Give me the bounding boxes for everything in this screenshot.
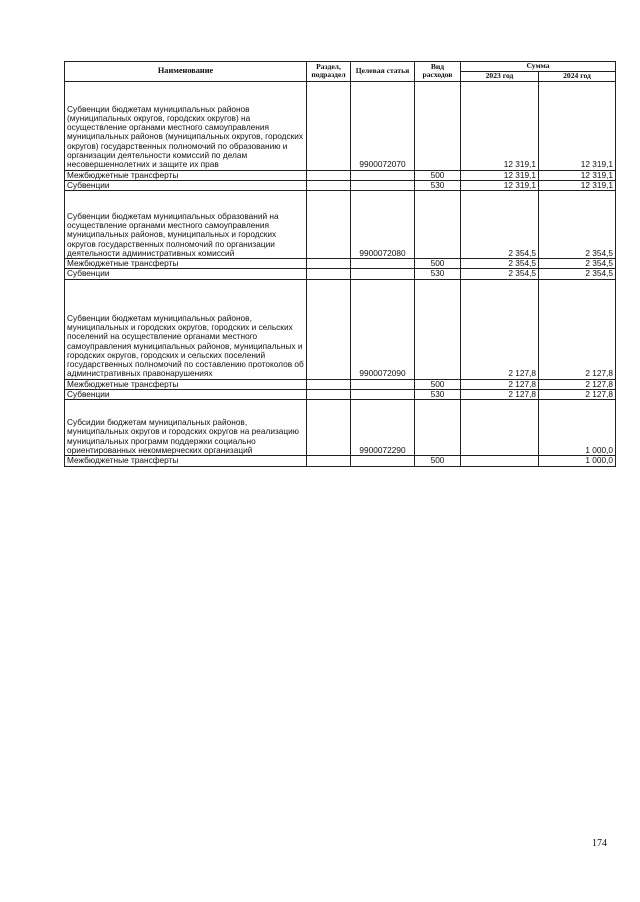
page-number: 174 bbox=[592, 838, 607, 849]
row-sum-2023: 2 127,8 bbox=[461, 379, 539, 389]
row-section bbox=[307, 259, 351, 269]
row-section bbox=[307, 191, 351, 259]
row-sum-2024: 12 319,1 bbox=[539, 170, 616, 180]
table-row bbox=[65, 269, 616, 279]
row-target bbox=[351, 379, 415, 389]
row-name: Субвенции bbox=[65, 180, 307, 190]
table-row bbox=[65, 279, 616, 379]
table-row bbox=[65, 170, 616, 180]
row-section bbox=[307, 279, 351, 379]
row-name: Субвенции bbox=[65, 390, 307, 400]
row-section bbox=[307, 379, 351, 389]
row-sum-2024: 1 000,0 bbox=[539, 456, 616, 466]
row-target: 9900072290 bbox=[351, 400, 415, 456]
row-type: 500 bbox=[415, 170, 461, 180]
row-target bbox=[351, 180, 415, 190]
row-target: 9900072080 bbox=[351, 191, 415, 259]
row-type: 500 bbox=[415, 259, 461, 269]
row-name: Межбюджетные трансферты bbox=[65, 379, 307, 389]
row-type bbox=[415, 191, 461, 259]
row-section bbox=[307, 269, 351, 279]
row-target bbox=[351, 390, 415, 400]
row-target bbox=[351, 259, 415, 269]
row-sum-2023: 2 127,8 bbox=[461, 279, 539, 379]
row-sum-2024: 2 354,5 bbox=[539, 259, 616, 269]
row-type bbox=[415, 400, 461, 456]
header-section: Раздел, подраздел bbox=[307, 62, 351, 82]
table-row bbox=[65, 191, 616, 259]
header-target: Целевая статья bbox=[351, 62, 415, 82]
row-target bbox=[351, 456, 415, 466]
row-section bbox=[307, 180, 351, 190]
row-sum-2024: 2 354,5 bbox=[539, 191, 616, 259]
table-row bbox=[65, 180, 616, 190]
budget-table bbox=[64, 61, 616, 467]
row-sum-2024: 1 000,0 bbox=[539, 400, 616, 456]
budget-table-container bbox=[64, 61, 615, 467]
row-section bbox=[307, 400, 351, 456]
row-sum-2024: 2 127,8 bbox=[539, 390, 616, 400]
row-sum-2024: 12 319,1 bbox=[539, 81, 616, 170]
row-section bbox=[307, 170, 351, 180]
row-sum-2023: 2 354,5 bbox=[461, 191, 539, 259]
table-row bbox=[65, 400, 616, 456]
table-header bbox=[65, 62, 616, 82]
row-type: 530 bbox=[415, 390, 461, 400]
table-row bbox=[65, 259, 616, 269]
row-name: Субвенции бюджетам муниципальных районов, муниципальных и городских округов, городских и сельских поселений на осуществление органами местного самоуправления муниципальных районов, муниципальных и городских округов, городских и сельских поселений государственных полномочий по составлению протоколов об административных правонарушениях bbox=[65, 279, 307, 379]
row-name: Субвенции бюджетам муниципальных районов (муниципальных округов, городских округов) на осуществление органами местного самоуправления муниципальных районов (муниципальных округов, городских округов) государственных полномочий по образованию и организации деятельности комиссий по делам несовершеннолетних и защите их прав bbox=[65, 81, 307, 170]
header-name: Наименование bbox=[65, 62, 307, 82]
row-section bbox=[307, 390, 351, 400]
header-year-2024: 2024 год bbox=[539, 71, 616, 81]
header-year-2023: 2023 год bbox=[461, 71, 539, 81]
row-type bbox=[415, 279, 461, 379]
row-sum-2023 bbox=[461, 456, 539, 466]
row-name: Субсидии бюджетам муниципальных районов, муниципальных округов и городских округов на реализацию муниципальных программ поддержки социально ориентированных некоммерческих организаций bbox=[65, 400, 307, 456]
row-section bbox=[307, 456, 351, 466]
row-type: 530 bbox=[415, 269, 461, 279]
row-sum-2024: 12 319,1 bbox=[539, 180, 616, 190]
row-sum-2023: 12 319,1 bbox=[461, 180, 539, 190]
row-sum-2023: 2 354,5 bbox=[461, 269, 539, 279]
row-sum-2023: 12 319,1 bbox=[461, 81, 539, 170]
row-sum-2024: 2 127,8 bbox=[539, 379, 616, 389]
row-sum-2024: 2 354,5 bbox=[539, 269, 616, 279]
table-row bbox=[65, 379, 616, 389]
header-sum: Сумма bbox=[461, 62, 616, 72]
header-type: Вид расходов bbox=[415, 62, 461, 82]
row-name: Межбюджетные трансферты bbox=[65, 456, 307, 466]
row-type: 500 bbox=[415, 456, 461, 466]
table-row bbox=[65, 81, 616, 170]
row-target: 9900072090 bbox=[351, 279, 415, 379]
row-sum-2023 bbox=[461, 400, 539, 456]
table-body bbox=[65, 81, 616, 466]
row-name: Межбюджетные трансферты bbox=[65, 259, 307, 269]
row-sum-2023: 2 127,8 bbox=[461, 390, 539, 400]
row-name: Субвенции бюджетам муниципальных образований на осуществление органами местного самоуправления муниципальных районов, муниципальных и городских округов государственных полномочий по организации деятельности административных комиссий bbox=[65, 191, 307, 259]
row-target bbox=[351, 170, 415, 180]
table-row bbox=[65, 390, 616, 400]
row-target bbox=[351, 269, 415, 279]
row-sum-2024: 2 127,8 bbox=[539, 279, 616, 379]
row-type: 500 bbox=[415, 379, 461, 389]
row-name: Межбюджетные трансферты bbox=[65, 170, 307, 180]
row-type bbox=[415, 81, 461, 170]
row-sum-2023: 12 319,1 bbox=[461, 170, 539, 180]
row-section bbox=[307, 81, 351, 170]
row-target: 9900072070 bbox=[351, 81, 415, 170]
row-type: 530 bbox=[415, 180, 461, 190]
table-row bbox=[65, 456, 616, 466]
row-name: Субвенции bbox=[65, 269, 307, 279]
row-sum-2023: 2 354,5 bbox=[461, 259, 539, 269]
